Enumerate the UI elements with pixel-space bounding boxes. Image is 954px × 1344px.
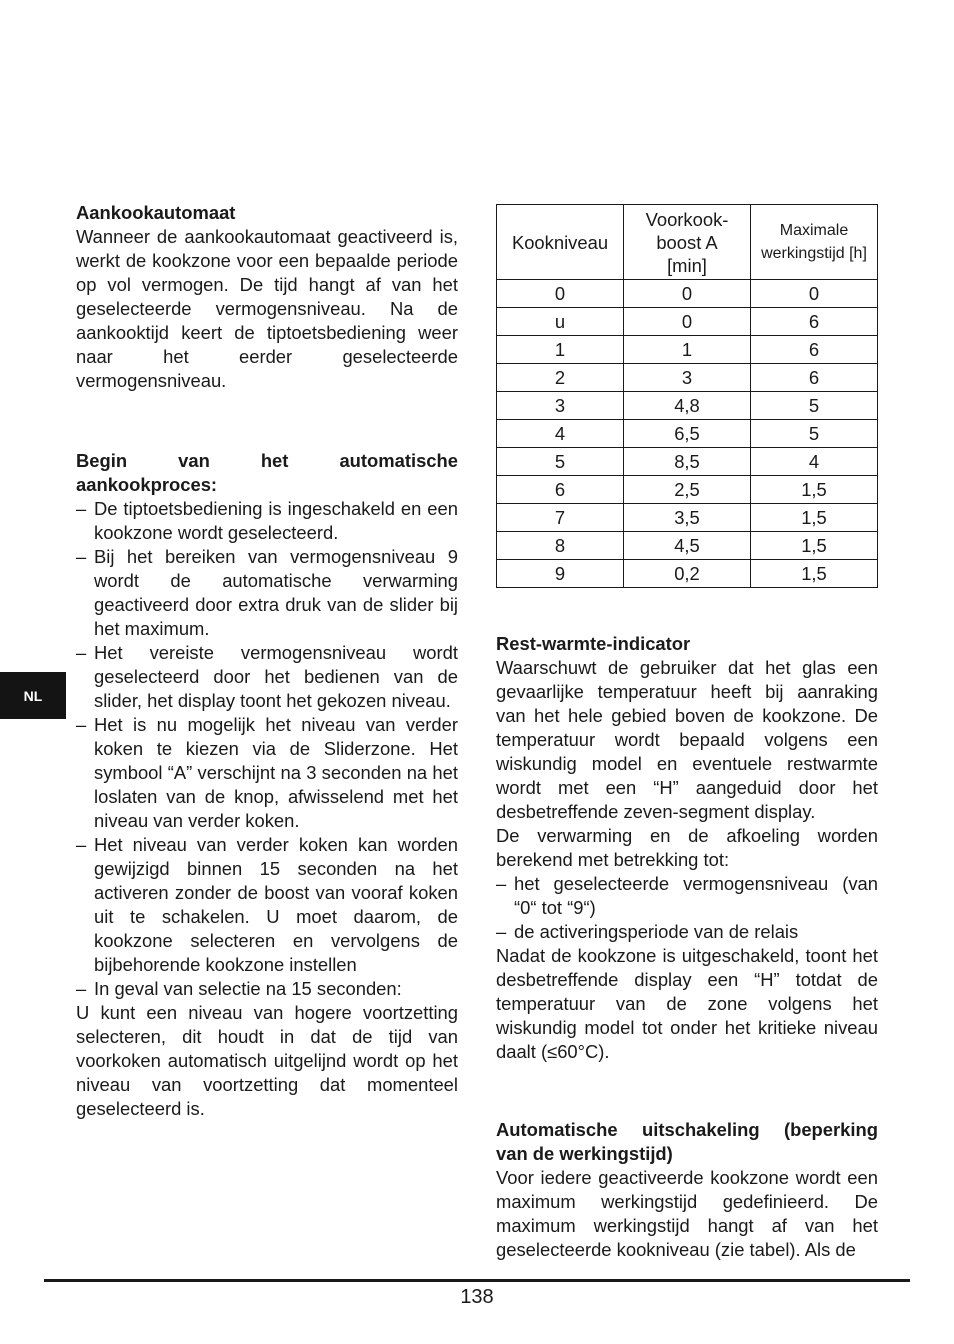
table-row bbox=[497, 532, 878, 560]
table-row bbox=[497, 420, 878, 448]
list-item: – het geselecteerde vermogensniveau (van “0“ tot “9“) bbox=[496, 872, 878, 920]
table-cell: 9 bbox=[497, 560, 624, 588]
table-cell: 1 bbox=[497, 336, 624, 364]
list-item: – Het niveau van verder koken kan worden gewijzigd binnen 15 seconden na het activeren zonder de boost van vooraf koken uit te schakelen. U moet daarom, de kookzone selecteren en vervolgens de bijbehorende kookzone instellen bbox=[76, 833, 458, 977]
table-row bbox=[497, 448, 878, 476]
section-heading-uitschakeling-line1: Automatische uitschakeling (beperking bbox=[496, 1119, 878, 1140]
table-cell: 4 bbox=[497, 420, 624, 448]
list-item: – In geval van selectie na 15 seconden: bbox=[76, 977, 458, 1001]
header-voorkook-boost: Voorkook- boost A [min] bbox=[624, 205, 751, 280]
steps-list bbox=[76, 497, 458, 1001]
list-item: – De tiptoetsbediening is ingeschakeld en een kookzone wordt geselecteerd. bbox=[76, 497, 458, 545]
table-row bbox=[497, 504, 878, 532]
table-cell: 1,5 bbox=[751, 532, 878, 560]
table-cell: 1,5 bbox=[751, 560, 878, 588]
table-cell: 2 bbox=[497, 364, 624, 392]
list-item: – Het is nu mogelijk het niveau van verder koken te kiezen via de Sliderzone. Het symbool “A” verschijnt na 3 seconden na het loslaten van de knop, afwisselend met het niveau van verder koken. bbox=[76, 713, 458, 833]
cooking-level-table bbox=[496, 204, 878, 588]
table-cell: 4,8 bbox=[624, 392, 751, 420]
table-cell: 1,5 bbox=[751, 504, 878, 532]
table-cell: 3,5 bbox=[624, 504, 751, 532]
paragraph-rest-warmte-1: Waarschuwt de gebruiker dat het glas een gevaarlijke temperatuur heeft bij aanraking van het hele gebied boven de kookzone. De temperatuur wordt bepaald volgens een wiskundig model en eventuele restwarmte wordt met een “H” aangeduid door het desbetreffende zeven-segment display. bbox=[496, 657, 878, 822]
table-cell: 6 bbox=[751, 336, 878, 364]
table-cell: 8 bbox=[497, 532, 624, 560]
table-row bbox=[497, 308, 878, 336]
table-row bbox=[497, 280, 878, 308]
paragraph-uitschakeling: Voor iedere geactiveerde kookzone wordt een maximum werkingstijd gedefinieerd. De maximum werkingstijd hangt af van het geselecteerde kookniveau (zie tabel). Als de bbox=[496, 1167, 878, 1260]
table-cell: 1 bbox=[624, 336, 751, 364]
table-cell: 5 bbox=[751, 392, 878, 420]
table-cell: 4 bbox=[751, 448, 878, 476]
paragraph-rest-warmte-3: Nadat de kookzone is uitgeschakeld, toont het desbetreffende display een “H” totdat de temperatuur van de zone volgens het wiskundig model tot onder het kritieke niveau daalt (≤60°C). bbox=[496, 945, 878, 1062]
table-row bbox=[497, 560, 878, 588]
table-cell: 7 bbox=[497, 504, 624, 532]
paragraph-closing: U kunt een niveau van hogere voortzetting selecteren, dit houdt in dat de tijd van voorkoken automatisch uitgelijnd wordt op het niveau van voortzetting dat momenteel geselecteerd is. bbox=[76, 1002, 458, 1119]
table-cell: 3 bbox=[497, 392, 624, 420]
paragraph-rest-warmte-2: De verwarming en de afkoeling worden berekend met betrekking tot: bbox=[496, 825, 878, 870]
section-heading-begin-line2: aankookproces: bbox=[76, 474, 218, 495]
table-cell: 0 bbox=[497, 280, 624, 308]
table-cell: 6,5 bbox=[624, 420, 751, 448]
table-row bbox=[497, 392, 878, 420]
table-cell: 8,5 bbox=[624, 448, 751, 476]
table-cell: 0 bbox=[751, 280, 878, 308]
table-row bbox=[497, 336, 878, 364]
table-cell: 0,2 bbox=[624, 560, 751, 588]
table-cell: u bbox=[497, 308, 624, 336]
table-row bbox=[497, 476, 878, 504]
section-heading-begin-line1: Begin van het automatische bbox=[76, 450, 458, 471]
table-cell: 2,5 bbox=[624, 476, 751, 504]
table-cell: 5 bbox=[497, 448, 624, 476]
footer-divider bbox=[44, 1279, 910, 1282]
table-header-row bbox=[497, 205, 878, 280]
table-cell: 6 bbox=[751, 364, 878, 392]
section-heading-aankookautomaat: Aankookautomaat bbox=[76, 202, 236, 223]
table-cell: 4,5 bbox=[624, 532, 751, 560]
list-item: – Het vereiste vermogensniveau wordt geselecteerd door het bedienen van de slider, het display toont het gekozen niveau. bbox=[76, 641, 458, 713]
table-cell: 3 bbox=[624, 364, 751, 392]
table-cell: 6 bbox=[751, 308, 878, 336]
right-column bbox=[496, 632, 878, 1262]
factors-list bbox=[496, 872, 878, 944]
paragraph-aankookautomaat: Wanneer de aankookautomaat geactiveerd is, werkt de kookzone voor een bepaalde periode op vol vermogen. De tijd hangt af van het geselecteerde vermogensniveau. Na de aankooktijd keert de tiptoetsbediening weer naar het eerder geselecteerde vermogensniveau. bbox=[76, 226, 458, 391]
table-cell: 5 bbox=[751, 420, 878, 448]
left-column bbox=[76, 201, 458, 1121]
section-heading-rest-warmte: Rest-warmte-indicator bbox=[496, 633, 691, 654]
table-cell: 1,5 bbox=[751, 476, 878, 504]
table-cell: 0 bbox=[624, 308, 751, 336]
language-tab: NL bbox=[0, 672, 66, 719]
table-cell: 0 bbox=[624, 280, 751, 308]
page-number: 138 bbox=[460, 1286, 494, 1308]
list-item: – de activeringsperiode van de relais bbox=[496, 920, 878, 944]
table-row bbox=[497, 364, 878, 392]
section-heading-uitschakeling-line2: van de werkingstijd) bbox=[496, 1143, 673, 1164]
header-max-werkingstijd: Maximale werkingstijd [h] bbox=[751, 205, 878, 280]
table-cell: 6 bbox=[497, 476, 624, 504]
header-kookniveau: Kookniveau bbox=[497, 205, 624, 280]
list-item: – Bij het bereiken van vermogensniveau 9 wordt de automatische verwarming geactiveerd door extra druk van de slider bij het maximum. bbox=[76, 545, 458, 641]
